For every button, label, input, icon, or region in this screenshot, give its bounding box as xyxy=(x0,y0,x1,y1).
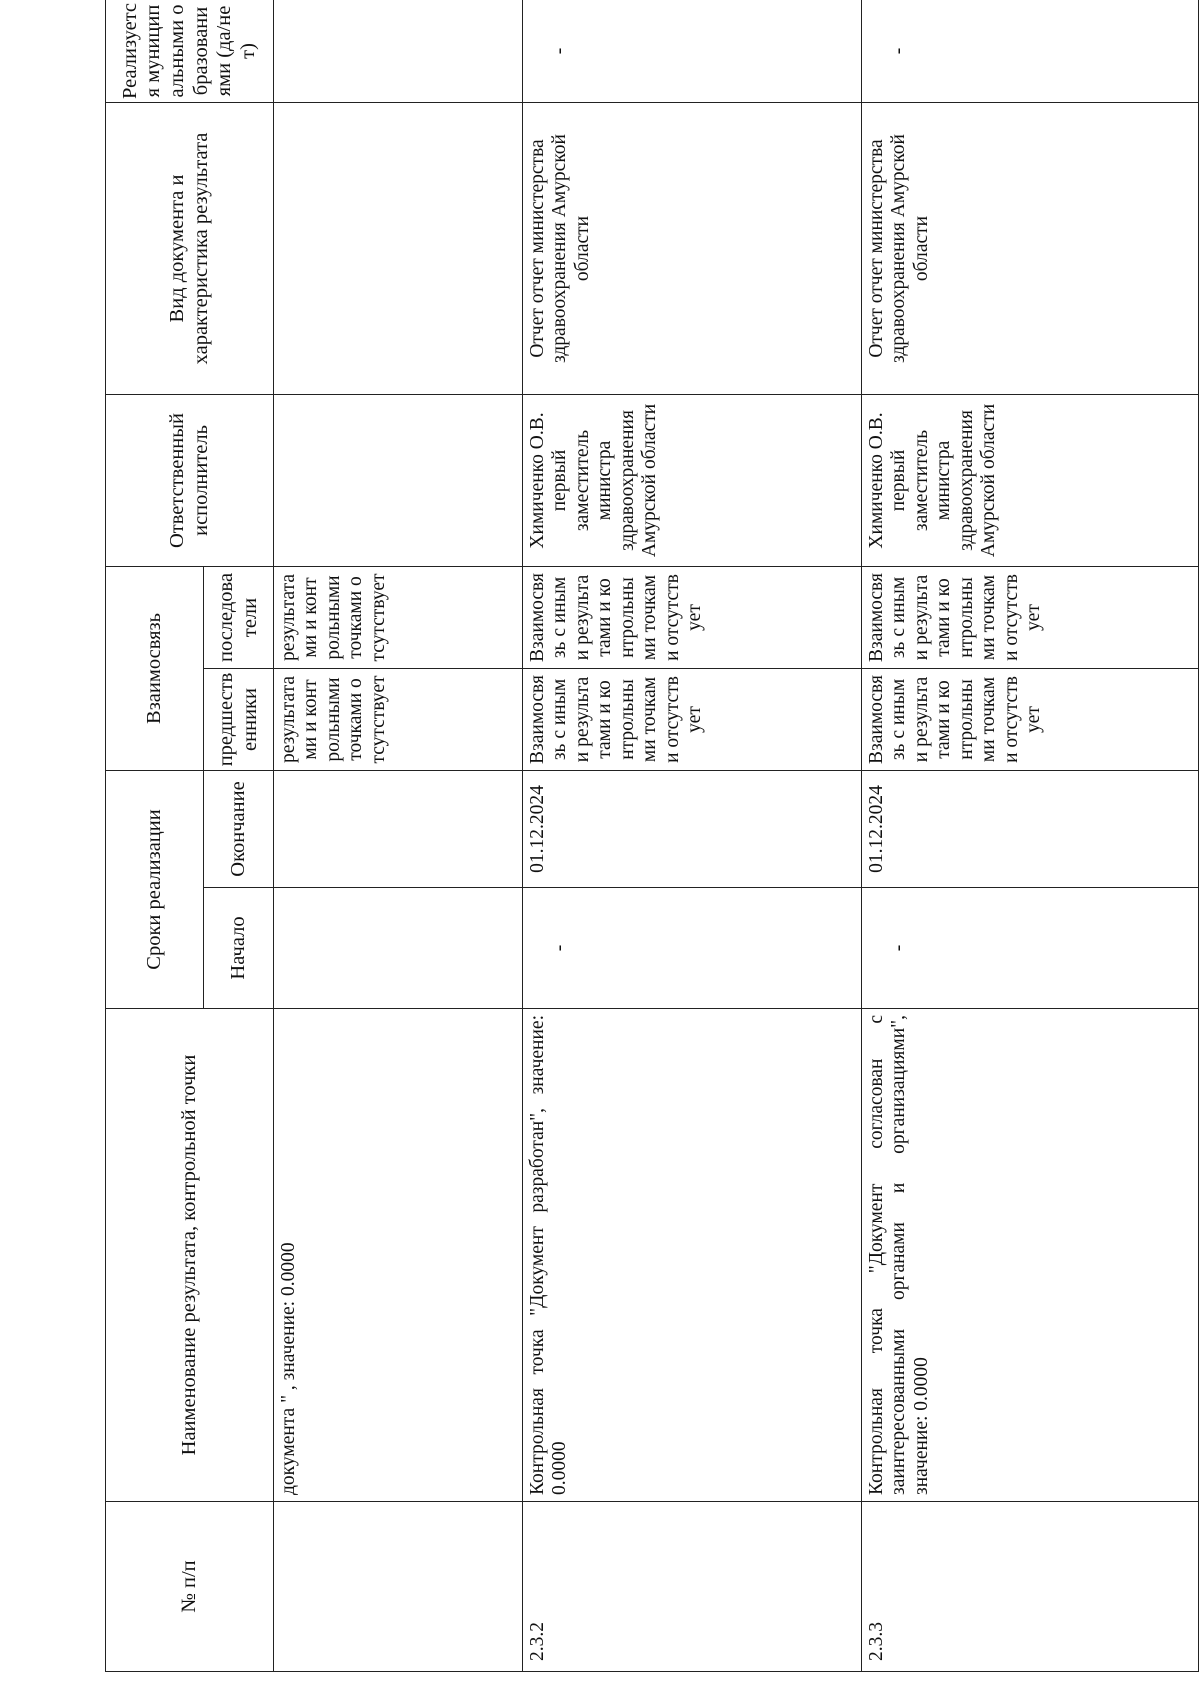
row-municipal xyxy=(274,0,523,102)
row-name: Контрольная точка "Документ согласован с заинтересованными органами и организациями", значение: 0.0000 xyxy=(862,1009,1199,1502)
header-end: Окончание xyxy=(204,770,274,887)
header-num: № п/п xyxy=(106,1502,274,1672)
row-start xyxy=(274,888,523,1009)
header-predecessors: предшественники xyxy=(204,668,274,770)
table-row xyxy=(862,0,1199,1672)
row-end: 01.12.2024 xyxy=(862,770,1199,887)
header-municipal: Реализуется муниципальными образованиями (да/нет) xyxy=(106,0,274,102)
row-doc-type xyxy=(274,102,523,394)
row-end: 01.12.2024 xyxy=(523,770,862,887)
row-name: документа " , значение: 0.0000 xyxy=(274,1009,523,1502)
row-successors: Взаимосвязь с иными результатами и контрольными точками отсутствует xyxy=(523,566,862,668)
row-num: 2.3.2 xyxy=(523,1502,862,1672)
row-municipal: - xyxy=(523,0,862,102)
row-predecessors: Взаимосвязь с иными результатами и контрольными точками отсутствует xyxy=(862,668,1199,770)
header-row xyxy=(106,0,204,1672)
row-successors: результатами и контрольными точками отсутствует xyxy=(274,566,523,668)
row-start: - xyxy=(862,888,1199,1009)
row-start: - xyxy=(523,888,862,1009)
row-responsible: Химиченко О.В. первый заместитель министра здравоохранения Амурской области xyxy=(523,394,862,566)
rotated-page xyxy=(105,2,1158,1672)
row-doc-type: Отчет отчет министерства здравоохранения Амурской области xyxy=(523,102,862,394)
results-table xyxy=(105,0,1199,1672)
row-responsible: Химиченко О.В. первый заместитель министра здравоохранения Амурской области xyxy=(862,394,1199,566)
row-num: 2.3.3 xyxy=(862,1502,1199,1672)
row-doc-type: Отчет отчет министерства здравоохранения Амурской области xyxy=(862,102,1199,394)
row-predecessors: Взаимосвязь с иными результатами и контрольными точками отсутствует xyxy=(523,668,862,770)
row-predecessors: результатами и контрольными точками отсутствует xyxy=(274,668,523,770)
row-responsible xyxy=(274,394,523,566)
header-relation: Взаимосвязь xyxy=(106,566,204,770)
table-row xyxy=(274,0,523,1672)
header-start: Начало xyxy=(204,888,274,1009)
table-row xyxy=(523,0,862,1672)
header-terms: Сроки реализации xyxy=(106,770,204,1008)
header-name: Наименование результата, контрольной точки xyxy=(106,1009,274,1502)
row-municipal: - xyxy=(862,0,1199,102)
row-name: Контрольная точка "Документ разработан", значение: 0.0000 xyxy=(523,1009,862,1502)
header-doc-type: Вид документа и характеристика результата xyxy=(106,102,274,394)
row-end xyxy=(274,770,523,887)
row-successors: Взаимосвязь с иными результатами и контрольными точками отсутствует xyxy=(862,566,1199,668)
row-num xyxy=(274,1502,523,1672)
header-successors: последователи xyxy=(204,566,274,668)
header-responsible: Ответственный исполнитель xyxy=(106,394,274,566)
